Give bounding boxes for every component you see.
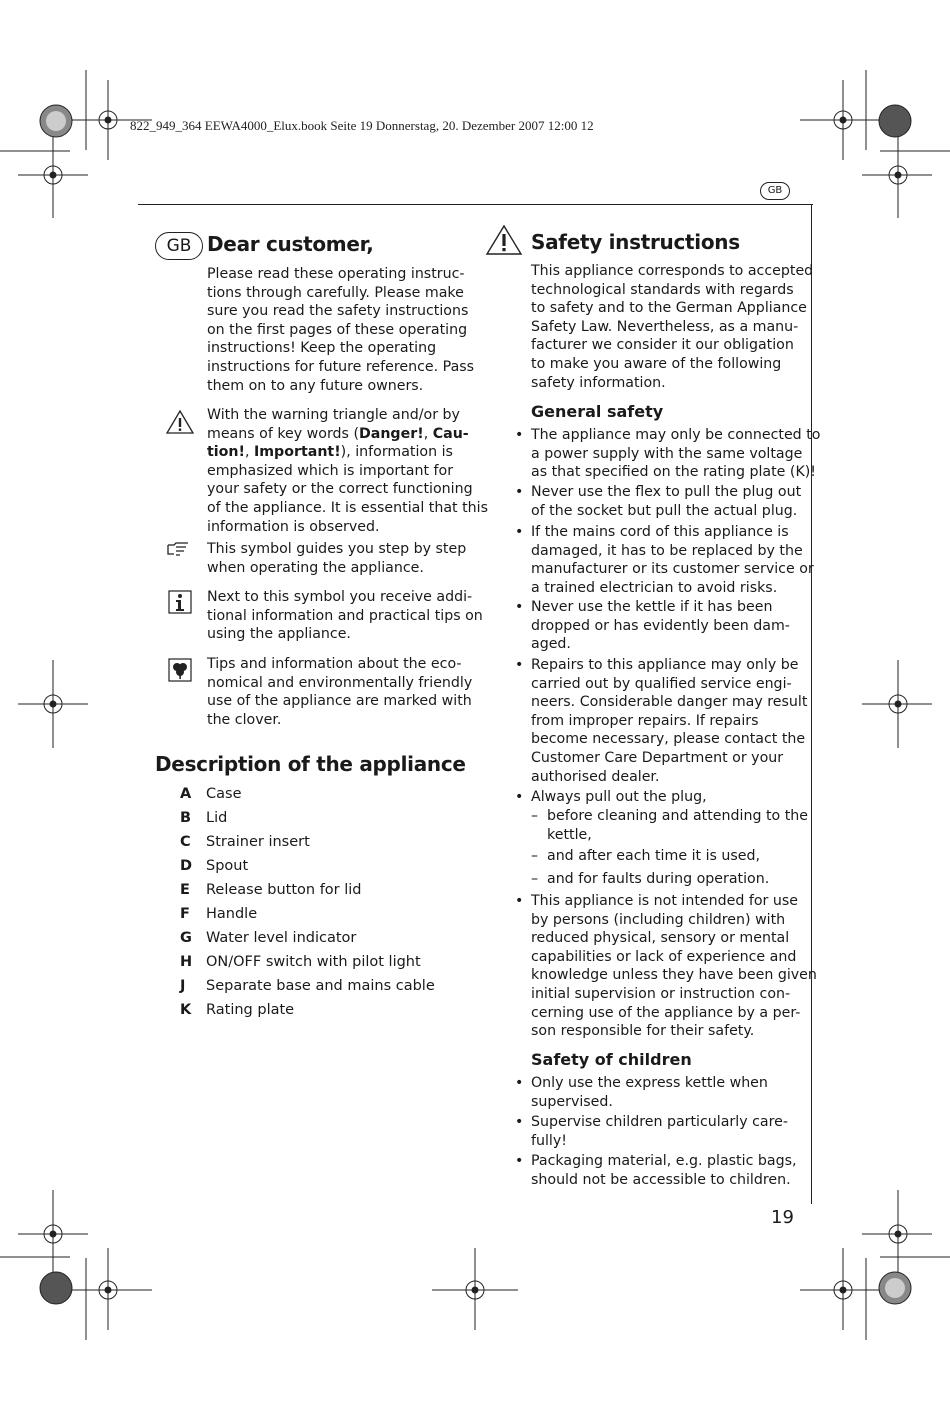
- list-item: • If the mains cord of this appliance is damaged, it has to be replaced by the manufacturer or its customer service or a trained electrician to avoid risks.: [515, 524, 814, 596]
- warning-paragraph: With the warning triangle and/or by means of key words (Danger!, Cau- tion!, Important!), information is emphasized which is important for your safety or the correct functioning of the appliance. It is essential that this information is observed.: [207, 407, 488, 535]
- sub-list-item: – before cleaning and attending to the kettle,: [531, 808, 809, 843]
- part-row: J Separate base and mains cable: [180, 978, 435, 994]
- description-title: Description of the appliance: [155, 752, 466, 776]
- part-row: B Lid: [180, 810, 228, 826]
- safety-intro-paragraph: This appliance corresponds to accepted technological standards with regards to safety and to the German Appliance Safety Law. Nevertheless, as a manu- facturer we consider it our obligation to make you aware of the following safety information.: [531, 263, 814, 391]
- part-row: F Handle: [180, 906, 258, 922]
- info-paragraph: Next to this symbol you receive addi- tional information and practical tips on using the appliance.: [207, 589, 483, 643]
- step-paragraph: This symbol guides you step by step when operating the appliance.: [207, 541, 467, 576]
- warning-triangle-icon: [165, 409, 195, 435]
- sub-list-item: – and after each time it is used,: [531, 848, 761, 864]
- part-row: H ON/OFF switch with pilot light: [180, 954, 421, 970]
- part-row: K Rating plate: [180, 1002, 295, 1018]
- file-header: 822_949_364 EEWA4000_Elux.book Seite 19 Donnerstag, 20. Dezember 2007 12:00 12: [130, 118, 594, 133]
- part-row: E Release button for lid: [180, 882, 362, 898]
- general-safety-heading: General safety: [531, 402, 664, 421]
- list-item: • Packaging material, e.g. plastic bags, should not be accessible to children.: [515, 1153, 797, 1188]
- list-item: • Always pull out the plug,: [515, 789, 707, 805]
- safety-instructions-title: Safety instructions: [531, 230, 740, 254]
- clover-icon: [168, 658, 192, 682]
- list-item: • Never use the kettle if it has been dropped or has evidently been dam- aged.: [515, 599, 790, 653]
- page-number: 19: [771, 1207, 794, 1228]
- info-icon: [168, 590, 192, 614]
- list-item: • Supervise children particularly care- fully!: [515, 1114, 788, 1149]
- list-item: • Repairs to this appliance may only be carried out by qualified service engi- neers. Considerable danger may result from improper repairs. If repairs become necessary, please contact the Customer Care Department or your authorised dealer.: [515, 657, 808, 785]
- list-item: • Only use the express kettle when supervised.: [515, 1075, 768, 1110]
- top-rule: [138, 204, 813, 205]
- language-badge: GB: [760, 182, 790, 200]
- part-row: A Case: [180, 786, 242, 802]
- section-language-badge: GB: [155, 232, 203, 260]
- intro-paragraph: Please read these operating instruc- tions through carefully. Please make sure you read the safety instructions on the first pages of these operating instructions! Keep the operating instructions for future reference. Pass them on to any future owners.: [207, 266, 475, 394]
- sub-list-item: – and for faults during operation.: [531, 871, 770, 887]
- eco-paragraph: Tips and information about the eco- nomical and environmentally friendly use of the appliance are marked with the clover.: [207, 656, 473, 728]
- list-item: • This appliance is not intended for use by persons (including children) with reduced physical, sensory or mental capabilities or lack of experience and knowledge unless they have been given initial supervision or instruction con- cerning use of the appliance by a per- son responsible for their safety.: [515, 893, 817, 1040]
- list-item: • Never use the flex to pull the plug out of the socket but pull the actual plug.: [515, 484, 802, 519]
- dear-customer-title: Dear customer,: [207, 232, 374, 256]
- part-row: C Strainer insert: [180, 834, 310, 850]
- list-item: • The appliance may only be connected to a power supply with the same voltage as that specified on the rating plate (K)!: [515, 427, 821, 481]
- part-row: G Water level indicator: [180, 930, 357, 946]
- safety-of-children-heading: Safety of children: [531, 1050, 692, 1069]
- safety-warning-triangle-icon: [485, 224, 523, 256]
- pointing-hand-icon: [166, 541, 192, 557]
- part-row: D Spout: [180, 858, 249, 874]
